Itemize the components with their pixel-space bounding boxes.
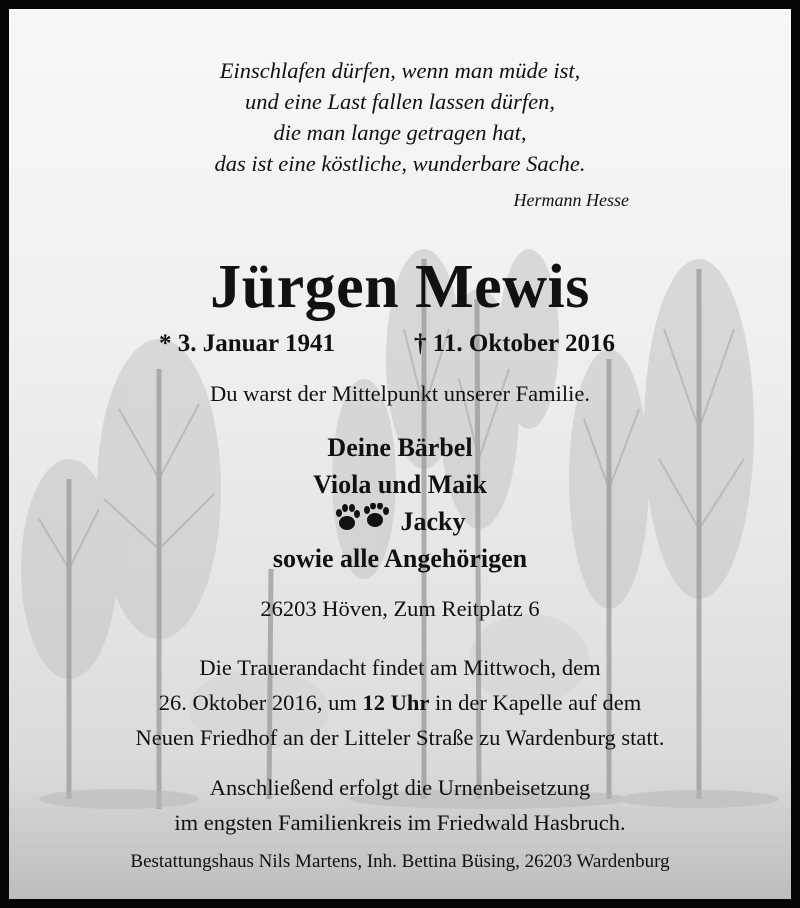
poem-line: das ist eine köstliche, wunderbare Sache. [214,151,586,176]
family-member: Deine Bärbel [327,433,473,462]
service-date-text: 26. Oktober 2016, um [158,690,363,715]
family-member: sowie alle Angehörigen [272,544,528,573]
poem-line: die man lange getragen hat, [273,120,527,145]
service-time: 12 Uhr [362,690,430,715]
obituary-content [9,9,791,899]
birth-date: * 3. Januar 1941 [159,330,335,357]
service-line [9,685,791,720]
service-line: Neuen Friedhof an der Litteler Straße zu Wardenburg statt. [135,725,665,750]
burial-line: Anschließend erfolgt die Urnenbeisetzung [209,775,591,800]
family-signatures [9,429,791,577]
family-member: Viola und Maik [313,470,487,499]
tagline: Du warst der Mittelpunkt unserer Familie. [210,381,590,406]
poem [9,55,791,179]
service-place-text: in der Kapelle auf dem [429,690,642,715]
death-date: † 11. Oktober 2016 [414,330,615,357]
service-line: Die Trauerandacht findet am Mittwoch, dem [199,655,601,680]
family-address: 26203 Höven, Zum Reitplatz 6 [260,596,540,621]
paw-prints-icon [335,503,391,533]
burial-info [9,770,791,840]
poem-line: und eine Last fallen lassen dürfen, [245,89,555,114]
pet-name: Jacky [400,507,466,536]
deceased-name: Jürgen Mewis [210,253,590,321]
poem-line: Einschlafen dürfen, wenn man müde ist, [219,58,581,83]
burial-line: im engsten Familienkreis im Friedwald Hasbruch. [174,810,626,835]
funeral-home-footer: Bestattungshaus Nils Martens, Inh. Bettina Büsing, 26203 Wardenburg [130,851,670,872]
family-member-pet [9,503,791,540]
service-info [9,650,791,755]
poem-author: Hermann Hesse [513,190,629,210]
